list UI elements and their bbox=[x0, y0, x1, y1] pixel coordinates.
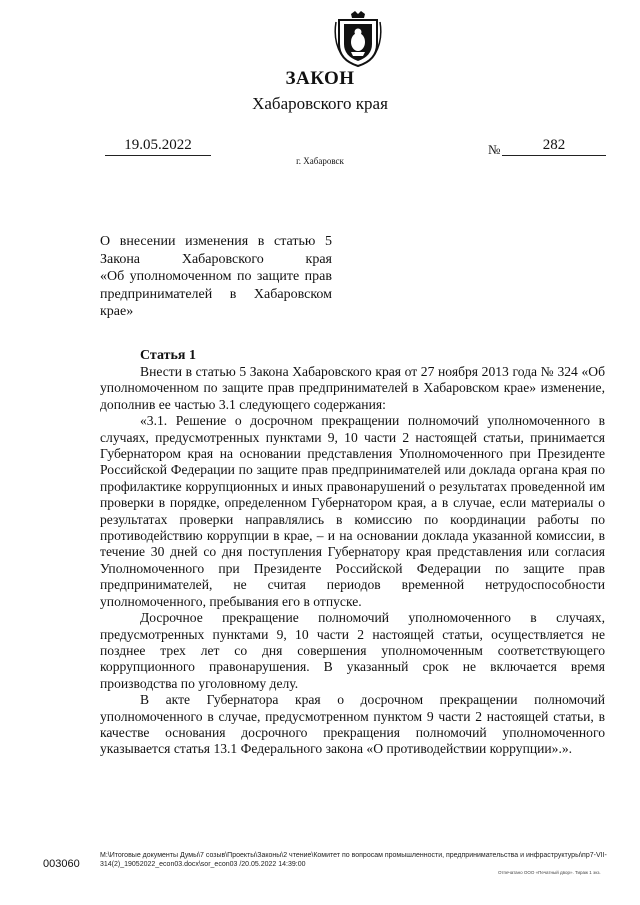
document-code: 003060 bbox=[43, 858, 80, 870]
heading-line: предпринимателей в Хабаровском bbox=[100, 286, 332, 302]
city-label: г. Хабаровск bbox=[296, 156, 344, 166]
law-number: 282 bbox=[502, 137, 606, 156]
number-label: № bbox=[488, 142, 501, 157]
region-subtitle: Хабаровского края bbox=[252, 94, 388, 113]
print-stamp: Отпечатано ООО «Печатный двор». Тираж 1 экз. bbox=[498, 870, 601, 875]
heading-line: Закона Хабаровского края bbox=[100, 251, 332, 267]
heading-line: крае» bbox=[100, 304, 134, 319]
document-type-title: ЗАКОН bbox=[285, 68, 355, 89]
file-path-footer: M:\Итоговые документы Думы\7 созыв\Проекты\Законы\2 чтение\Комитет по вопросам промышленности, предпринимательства и инфраструктуры\пр7-VII-314(2)_19052022_econ03.docx\sor_econ03 /20.05.2022 14:39:00 bbox=[100, 852, 607, 868]
article-paragraph: «3.1. Решение о досрочном прекращении полномочий уполномоченного в случаях, предусмотренных пунктами 9, 10 части 2 настоящей статьи, принимается Губернатором края на основании представления Уполномоченного при Президенте Российской Федерации по защите прав предпринимателей или доклада органа края по профилактике коррупционных и иных правонарушений о результатах проведенной им проверки в порядке, определенном Губернатором края, а в случае, если материалы о результатах проверки направлялись в комиссию по координации работы по противодействию коррупции в крае, – и на основании доклада указанной комиссии, в течение 30 дней со дня поступления Губернатору края представления или согласия Уполномоченного при Президенте Российской Федерации по защите прав предпринимателей, не считая периодов временной нетрудоспособности уполномоченного, пребывания его в отпуске. bbox=[100, 413, 605, 609]
article-paragraph: Внести в статью 5 Закона Хабаровского края от 27 ноября 2013 года № 324 «Об уполномоченном по защите прав предпринимателей в Хабаровском крае» изменение, дополнив ее частью 3.1 следующего содержания: bbox=[100, 364, 605, 412]
article-paragraph: Досрочное прекращение полномочий уполномоченного в случаях, предусмотренных пунктами 9, 10 части 2 настоящей статьи, осуществляется не позднее трех лет со дня совершения уполномоченным соответствующего коррупционного правонарушения. В указанный срок не включается время производства по уголовному делу. bbox=[100, 610, 605, 691]
article-title: Статья 1 bbox=[140, 348, 196, 363]
article-body bbox=[100, 364, 605, 758]
article-paragraph: В акте Губернатора края о досрочном прекращении полномочий уполномоченного в случае, предусмотренном пунктом 9 части 2 настоящей статьи, в качестве основания досрочного прекращения полномочий уполномоченного указывается статья 13.1 Федерального закона «О противодействии коррупции».». bbox=[100, 692, 605, 757]
coat-of-arms-icon bbox=[333, 10, 383, 68]
law-heading bbox=[100, 233, 332, 321]
heading-line: «Об уполномоченном по защите прав bbox=[100, 269, 332, 284]
heading-line: О внесении изменения в статью 5 bbox=[100, 234, 332, 249]
law-date: 19.05.2022 bbox=[105, 137, 211, 156]
